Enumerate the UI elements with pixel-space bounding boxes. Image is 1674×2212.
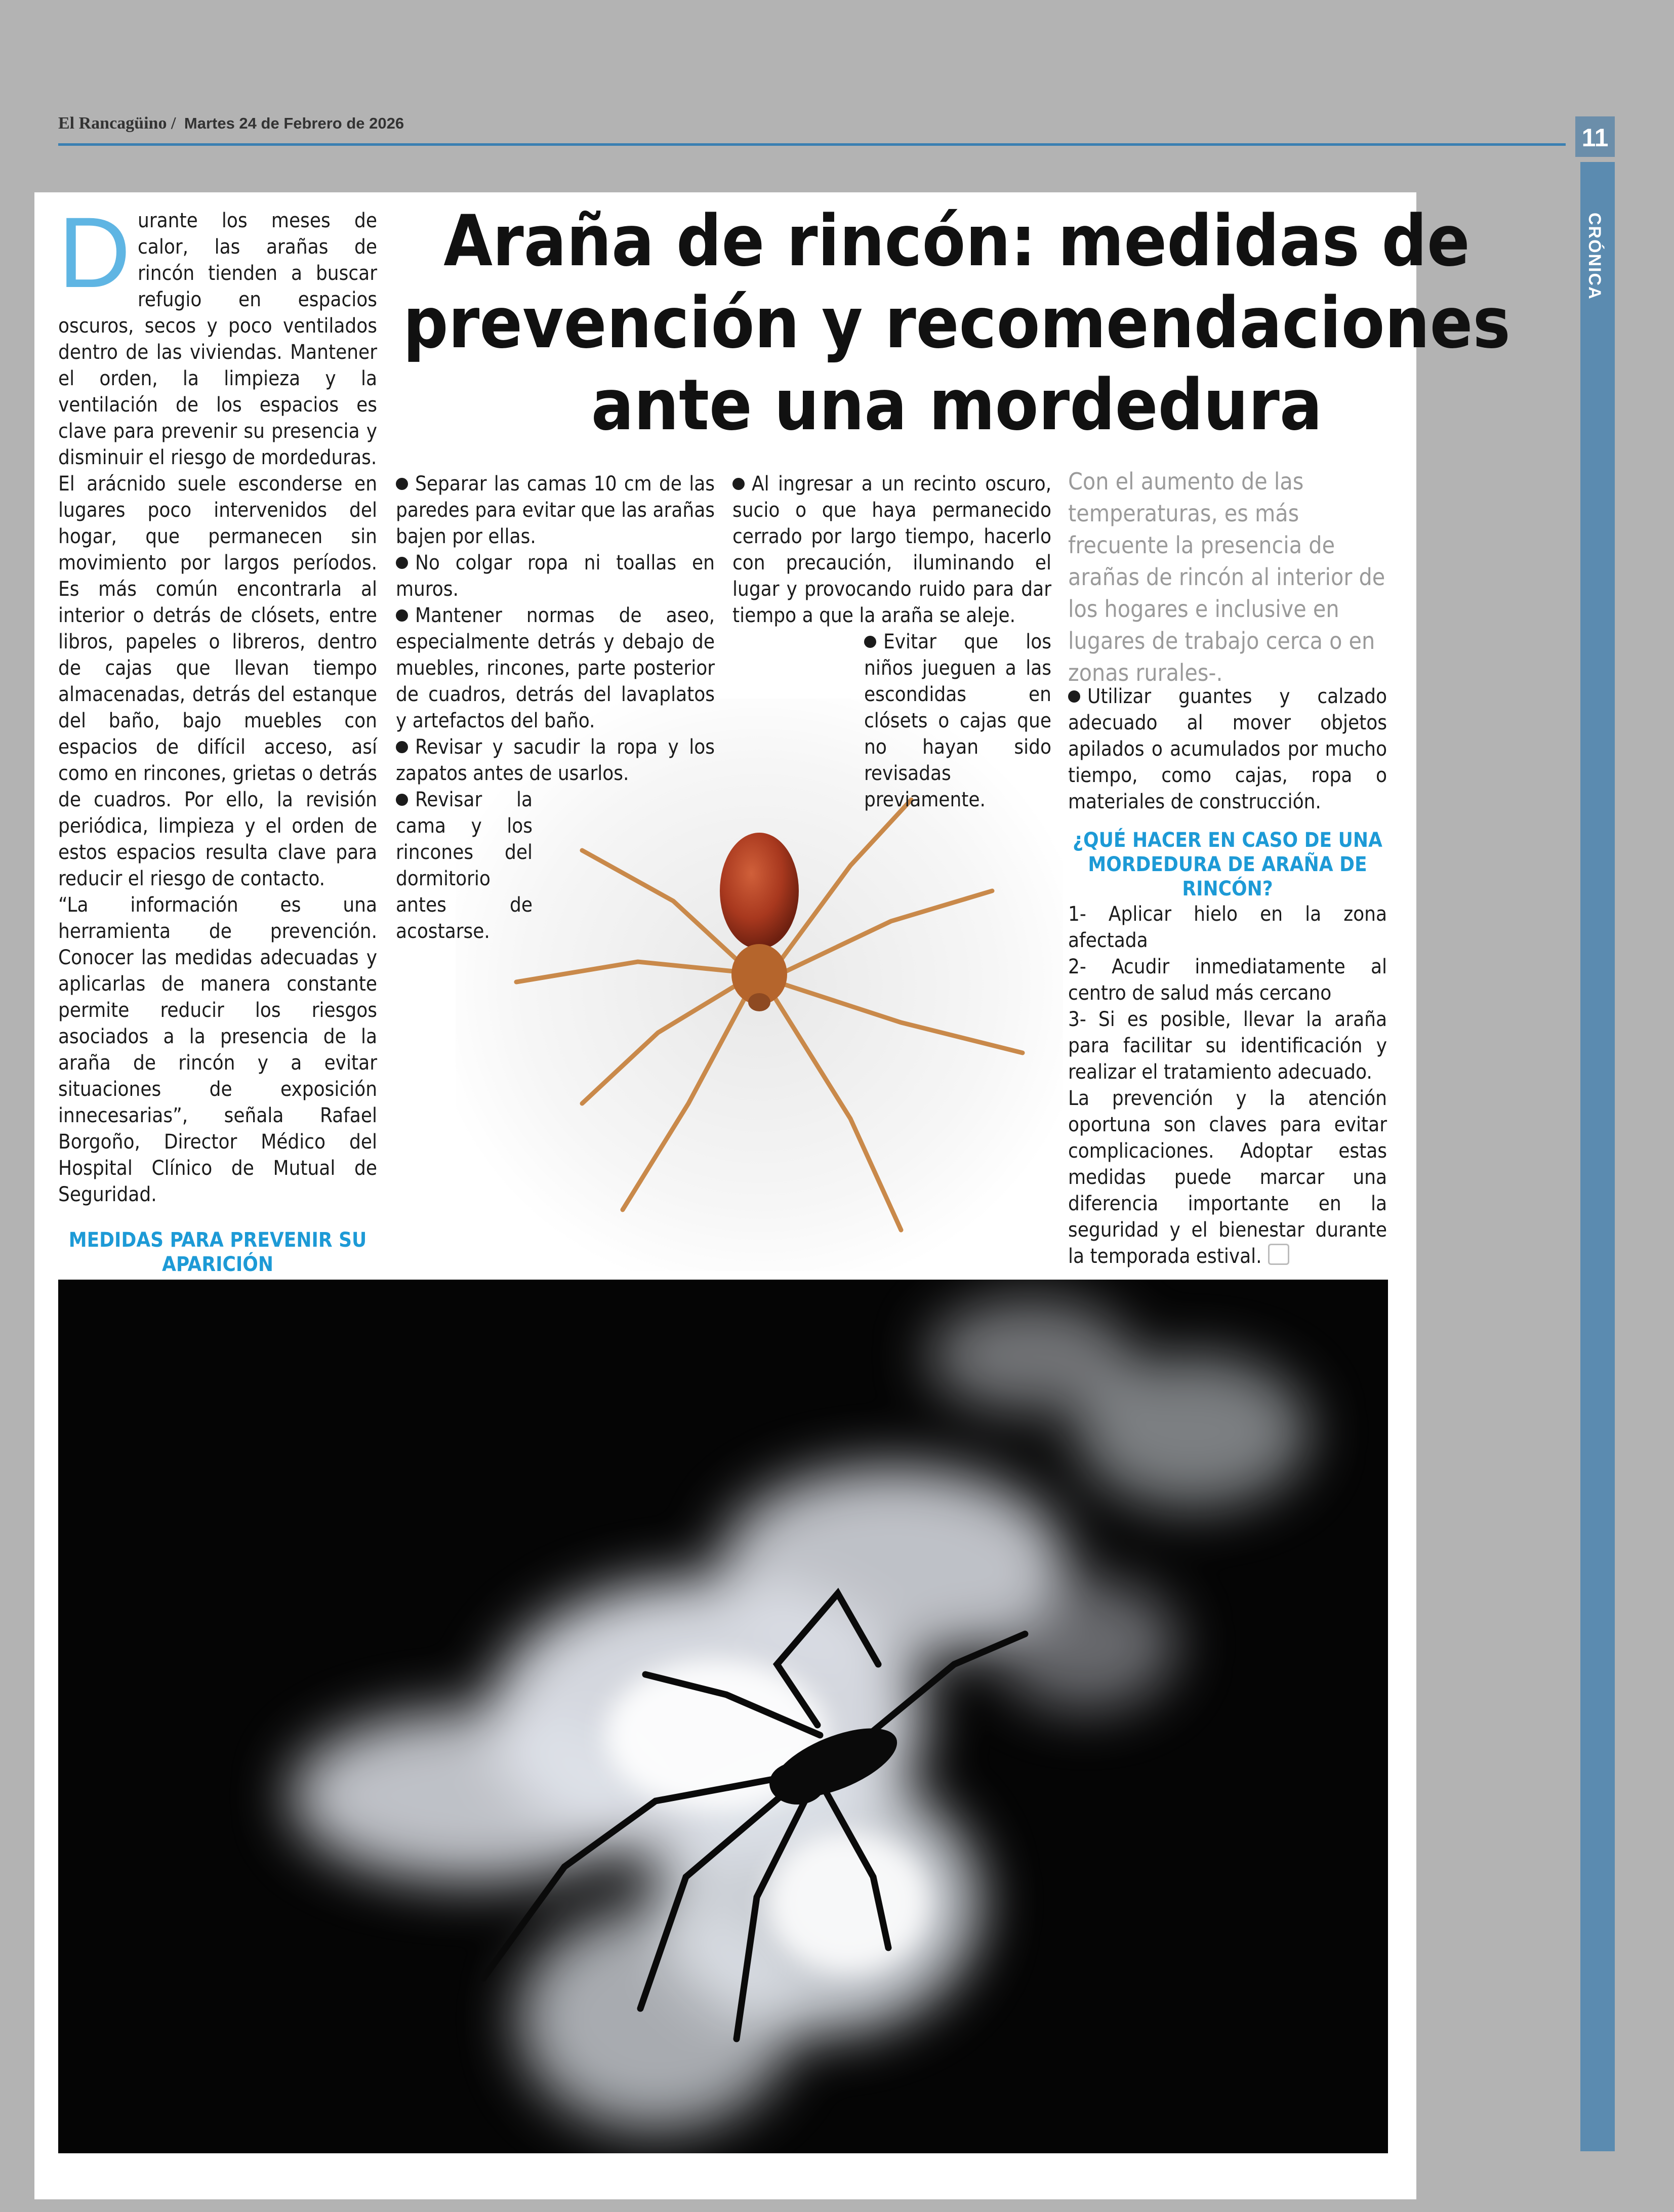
section-tab <box>1580 162 1615 2151</box>
bite-subhead: ¿QUÉ HACER EN CASO DE UNA MORDEDURA DE ARAÑA DE RINCÓN? <box>1073 829 1382 900</box>
spider-abdomen <box>720 833 799 949</box>
bullet-item: Mantener normas de aseo, especialmente detrás y debajo de muebles, rincones, parte posterior de cuadros, detrás del lavaplatos y artefactos del baño. <box>396 604 715 732</box>
bullet-item: Utilizar guantes y calzado adecuado al mover objetos apilados o acumulados por mucho tiempo, como cajas, ropa o materiales de construcción. <box>1068 685 1387 813</box>
intro-paragraph-3: “La información es una herramienta de prevención. Conocer las medidas adecuadas y aplicarlas de manera constante permite reducir los riesgos asociados a la presencia de la araña de rincón y a evitar situaciones de exposición innecesarias”, señala Rafael Borgoño, Director Médico del Hospital Clínico de Mutual de Seguridad. <box>58 893 377 1206</box>
bullet-icon <box>396 794 408 806</box>
bullet-item: Revisar y sacudir la ropa y los zapatos antes de usarlos. <box>396 735 715 785</box>
pull-quote: Con el aumento de las temperaturas, es más frecuente la presencia de arañas de rincón al interior de los hogares e inclusive en lugares de trabajo cerca o en zonas rurales-. <box>1068 468 1385 686</box>
intro-column <box>58 196 377 1356</box>
page-number: 11 <box>1575 116 1615 157</box>
intro-paragraph-1: urante los meses de calor, las arañas de rincón tienden a buscar refugio en espacios oscuros, secos y poco ventilados dentro de las viviendas. Mantener el orden, la limpieza y la ventilación de los espacios es clave para prevenir su presencia y disminuir el riesgo de mordeduras. <box>58 209 377 469</box>
drop-cap: D <box>58 196 131 308</box>
bite-step-1: 1- Aplicar hielo en la zona afectada <box>1068 903 1387 952</box>
bullet-item: No colgar ropa ni toallas en muros. <box>396 551 715 601</box>
header-rule <box>58 143 1566 146</box>
intro-paragraph-2: El arácnido suele esconderse en lugares poco intervenidos del hogar, que permanecen sin movimiento por largos períodos. Es más común encontrarla al interior o detrás de clósets, entre libros, papeles o libreros, dentro de cajas que llevan tiempo almacenadas, detrás del estanque del baño, bajo muebles con espacios de difícil acceso, así como en rincones, grietas o detrás de cuadros. Por ello, la revisión periódica, limpieza y el orden de estos espacios resulta clave para reducir el riesgo de contacto. <box>58 472 377 890</box>
bullet-item: Al ingresar a un recinto oscuro, sucio o que haya permanecido cerrado por largo tiempo, hacerlo con precaución, iluminando el lugar y provocando ruido para dar tiempo a que la araña se aleje. <box>732 472 1051 627</box>
prevent-column-2 <box>396 471 715 945</box>
prevent-subhead: MEDIDAS PARA PREVENIR SU APARICIÓN <box>68 1228 367 1276</box>
bullet-icon <box>1068 690 1080 703</box>
bullet-icon <box>864 636 876 648</box>
spider-web-photo <box>58 1280 1388 2153</box>
bullet-icon <box>396 609 408 622</box>
bullet-icon <box>396 557 408 569</box>
bite-step-2: 2- Acudir inmediatamente al centro de salud más cercano <box>1068 955 1387 1005</box>
prevent-column-3 <box>732 471 1051 813</box>
bite-column <box>1068 683 1387 1269</box>
bullet-icon <box>396 478 408 490</box>
closing-paragraph: La prevención y la atención oportuna son claves para evitar complicaciones. Adoptar estas medidas puede marcar una diferencia importante en la seguridad y el bienestar durante la temporada estival. <box>1068 1087 1387 1268</box>
bullet-item: Separar las camas 10 cm de las paredes para evitar que las arañas bajen por ellas. <box>396 472 715 548</box>
headline: Araña de rincón: medidas de prevención y recomendaciones ante una mordedura <box>403 200 1510 446</box>
bullet-icon <box>396 741 408 753</box>
paper-name: El Rancagüino / <box>58 114 176 133</box>
masthead <box>58 114 893 139</box>
end-mark-icon <box>1268 1244 1289 1265</box>
bullet-item: Evitar que los niños jueguen a las escondidas en clósets o cajas que no hayan sido revisadas previamente. <box>864 630 1051 811</box>
issue-date: Martes 24 de Febrero de 2026 <box>184 114 404 132</box>
bite-step-3: 3- Si es posible, llevar la araña para facilitar su identificación y realizar el tratamiento adecuado. <box>1068 1008 1387 1084</box>
section-label: CRÓNICA <box>1585 213 1604 300</box>
bullet-item: Revisar la cama y los rincones del dormitorio antes de acostarse. <box>396 788 533 943</box>
bullet-icon <box>732 478 745 490</box>
